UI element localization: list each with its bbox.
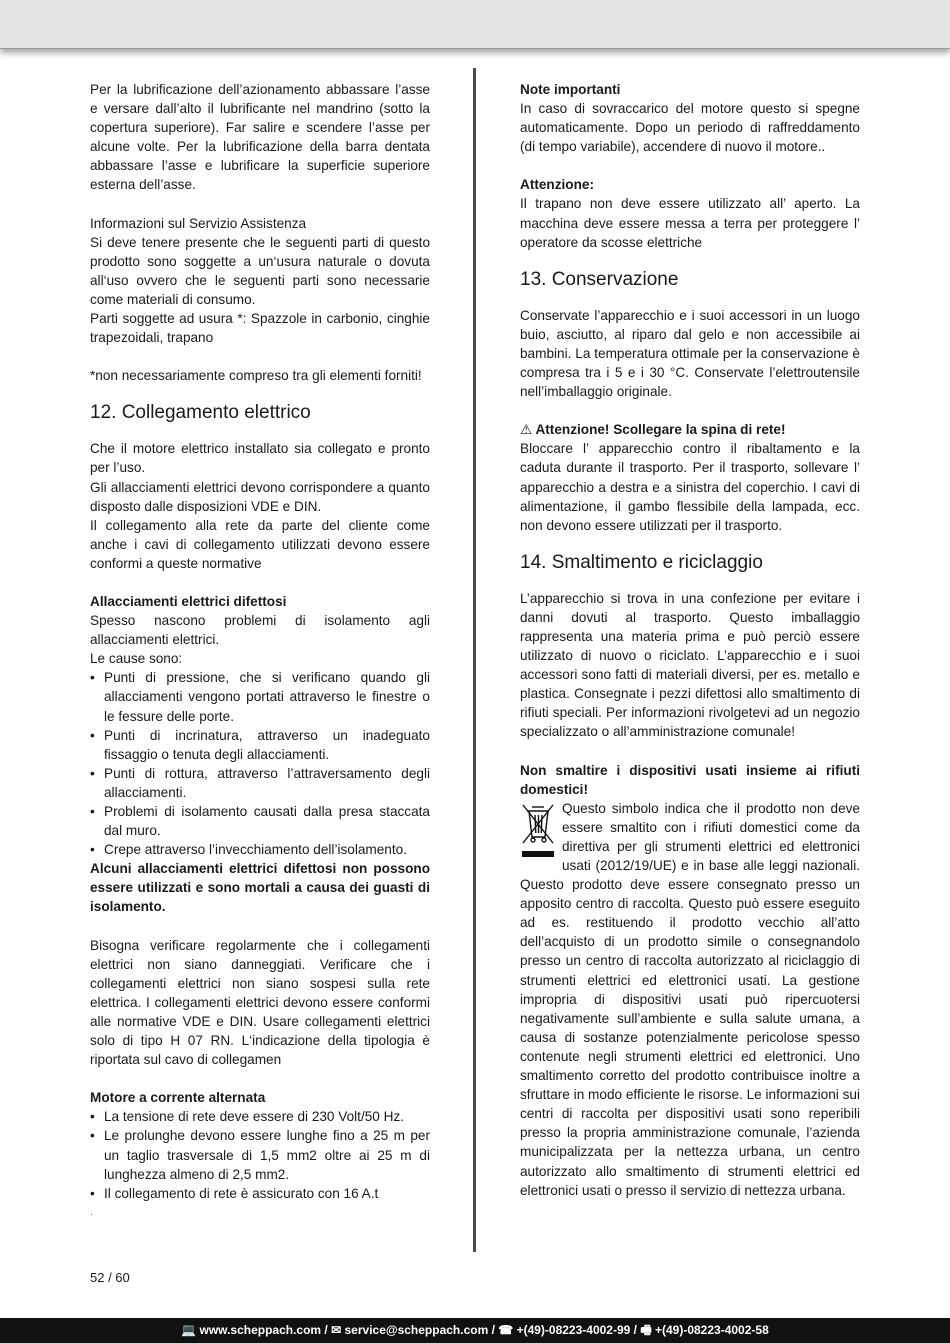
footer-email[interactable]: ✉ service@scheppach.com / (331, 1323, 495, 1337)
footnote: *non necessariamente compreso tra gli elementi forniti! (90, 368, 422, 384)
list-item: • Punti di pressione, che si verificano quando gli allacciamenti vengono portati attraverso le finestre o le fessure delle porte. (90, 668, 430, 725)
right-column (520, 80, 860, 1200)
check-text: Bisogna verificare regolarmente che i collegamenti elettrici non siano danneggiati. Verificare che i collegamenti elettrici non siano sospesi sulla rete elettrica. I collegamenti elettrici devono essere conformi alle normative VDE e DIN. Usare collegamenti elettrici solo di tipo H 07 RN. L‘indicazione della tipologia è riportata sul cavo di collegamen (90, 937, 430, 1068)
section-14-title: 14. Smaltimento e riciclaggio (520, 551, 763, 573)
list-item: • Le prolunghe devono essere lunghe fino a 25 m per un taglio trasversale di 1,5 mm2 oltre ai 25 m di lunghezza almeno di 2,5 mm2. (90, 1126, 430, 1183)
note-title: Note importanti (520, 82, 621, 97)
causes-label: Le cause sono: (90, 651, 183, 667)
list-item: • Il collegamento di rete è assicurato con 16 A.t (90, 1184, 430, 1203)
transport-warning-text: Bloccare l’ apparecchio contro il ribaltamento e la caduta durante il trasporto. Per il trasporto, sollevare l’ apparecchio a destra e a sinistra del coperchio. I cavi di alimentazione, il gambo flessibile della lampada, ecc. non devono essere utilizzati per il trasporto. (520, 441, 860, 533)
wear-parts: Parti soggette ad usura *: Spazzole in carbonio, cinghie trapezoidali, trapano (90, 311, 430, 346)
electric-text-2: Gli allacciamenti elettrici devono corrispondere a quanto disposto dalle disposizioni VDE e DIN. (90, 479, 430, 514)
lubrication-paragraph: Per la lubrificazione dell’azionamento abbassare l’asse e versare dall’alto il lubrificante nel mandrino (sotto la copertura superiore). Far salire e scendere l’asse per alcune volte. Per la lubrificazione della barra dentata abbassare l’asse e lubrificare la superficie superiore esterna dell’asse. (90, 82, 430, 193)
list-item: • Problemi di isolamento causati dalla presa staccata dal muro. (90, 802, 430, 840)
list-item: • Punti di rottura, attraverso l’attraversamento degli allacciamenti. (90, 764, 430, 802)
column-divider (473, 68, 476, 1252)
electric-text-3: Il collegamento alla rete da parte del cliente come anche i cavi di collegamento utilizzati devono essere conformi a queste normative (90, 517, 430, 571)
disposal-text: L’apparecchio si trova in una confezione per evitare i danni dovuti al trasporto. Questo imballaggio rappresenta una materia prima e può perciò essere utilizzato di nuovo o riciclato. L’apparecchio e i suoi accessori sono fatti di materiali diversi, per es. metallo e plastica. Consegnate i pezzi difettosi allo smaltimento di rifiuti speciali. Per informazioni rivolgetevi ad un negozio specializzato o all’amministrazione comunale! (520, 590, 860, 740)
list-item: • La tensione di rete deve essere di 230 Volt/50 Hz. (90, 1107, 430, 1126)
top-bar (0, 0, 950, 49)
service-text: Si deve tenere presente che le seguenti parti di questo prodotto sono soggette a un‘usura naturale o dovuta all‘uso ovvero che le seguenti parti sono necessarie come materiali di consumo. (90, 234, 430, 307)
left-column (90, 80, 430, 1222)
electric-text-1: Che il motore elettrico installato sia collegato e pronto per l’uso. (90, 441, 430, 476)
page-number: 52 / 60 (90, 1270, 130, 1285)
attention-title: Attenzione: (520, 177, 595, 193)
defect-text: Spesso nascono problemi di isolamento agli allacciamenti elettrici. (90, 613, 430, 648)
storage-text: Conservate l’apparecchio e i suoi accessori in un luogo buio, asciutto, al riparo dal gelo e non accessibile ai bambini. La temperatura ottimale per la conservazione è compresa tra i 5 e i 30 °C. Conservate l’elettroutensile nell’imballaggio originale. (520, 307, 860, 400)
list-item: • Punti di incrinatura, attraverso un inadeguato fissaggio o tenuta degli allacciamenti. (90, 726, 430, 764)
trailing-dot: . (90, 1206, 93, 1218)
transport-warning-title: ⚠ Attenzione! Scollegare la spina di rete! (520, 422, 786, 438)
weee-text: Questo simbolo indica che il prodotto non deve essere smaltito con i rifiuti domestici come da direttiva per gli strumenti elettrici ed elettronici usati (2012/19/UE) e in base alle leggi nazionali. Questo prodotto deve essere consegnato presso un apposito centro di raccolta. Questo può essere eseguito ad es. restituendo il prodotto vecchio all’atto dell’acquisto di un prodotto simile o consegnandolo presso un centro di raccolta autorizzato al riciclaggio di strumenti elettrici ed elettronici usati. La gestione impropria di dispositivi usati può ripercuotersi negativamente sull’ambiente e sulla salute umana, a causa di sostanze potenzialmente pericolose spesso contenute negli strumenti elettrici ed elettronici. Uno smaltimento corretto del prodotto contribuisce inoltre a sfruttare in modo efficiente le risorse. Le informazioni sui centri di raccolta per dispositivi usati sono reperibili presso la propria amministrazione comunale, l’azienda municipalizzata per la nettezza urbana, un centro autorizzato allo smaltimento di strumenti elettrici ed elettronici usati o presso il servizio di nettezza urbana. (520, 800, 860, 1198)
defect-warning: Alcuni allacciamenti elettrici difettosi non possono essere utilizzati e sono mortali a causa dei guasti di isolamento. (90, 861, 430, 915)
footer-phone: ☎ +(49)-08223-4002-99 / (498, 1323, 637, 1337)
attention-text: Il trapano non deve essere utilizzato all’ aperto. La macchina deve essere messa a terra per proteggere l’ operatore da scosse elettriche (520, 196, 860, 250)
motor-list (90, 1107, 430, 1202)
weee-title: Non smaltire i dispositivi usati insieme ai rifiuti domestici! (520, 762, 860, 797)
section-12-title: 12. Collegamento elettrico (90, 402, 311, 424)
defect-title: Allacciamenti elettrici difettosi (90, 593, 287, 609)
causes-list (90, 668, 430, 859)
crossed-bin-icon (520, 801, 556, 861)
weee-block (520, 799, 860, 1200)
footer-website[interactable]: 💻 www.scheppach.com / (181, 1323, 328, 1337)
list-item: • Crepe attraverso l’invecchiamento dell’isolamento. (90, 840, 430, 859)
footer-fax: 🖷 +(49)-08223-4002-58 (640, 1323, 769, 1337)
footer-bar (0, 1318, 950, 1343)
section-13-title: 13. Conservazione (520, 268, 679, 290)
note-text: In caso di sovraccarico del motore questo si spegne automaticamente. Dopo un periodo di raffreddamento (di tempo variabile), accendere di nuovo il motore.. (520, 101, 860, 155)
service-title: Informazioni sul Servizio Assistenza (90, 215, 307, 231)
motor-title: Motore a corrente alternata (90, 1090, 266, 1106)
